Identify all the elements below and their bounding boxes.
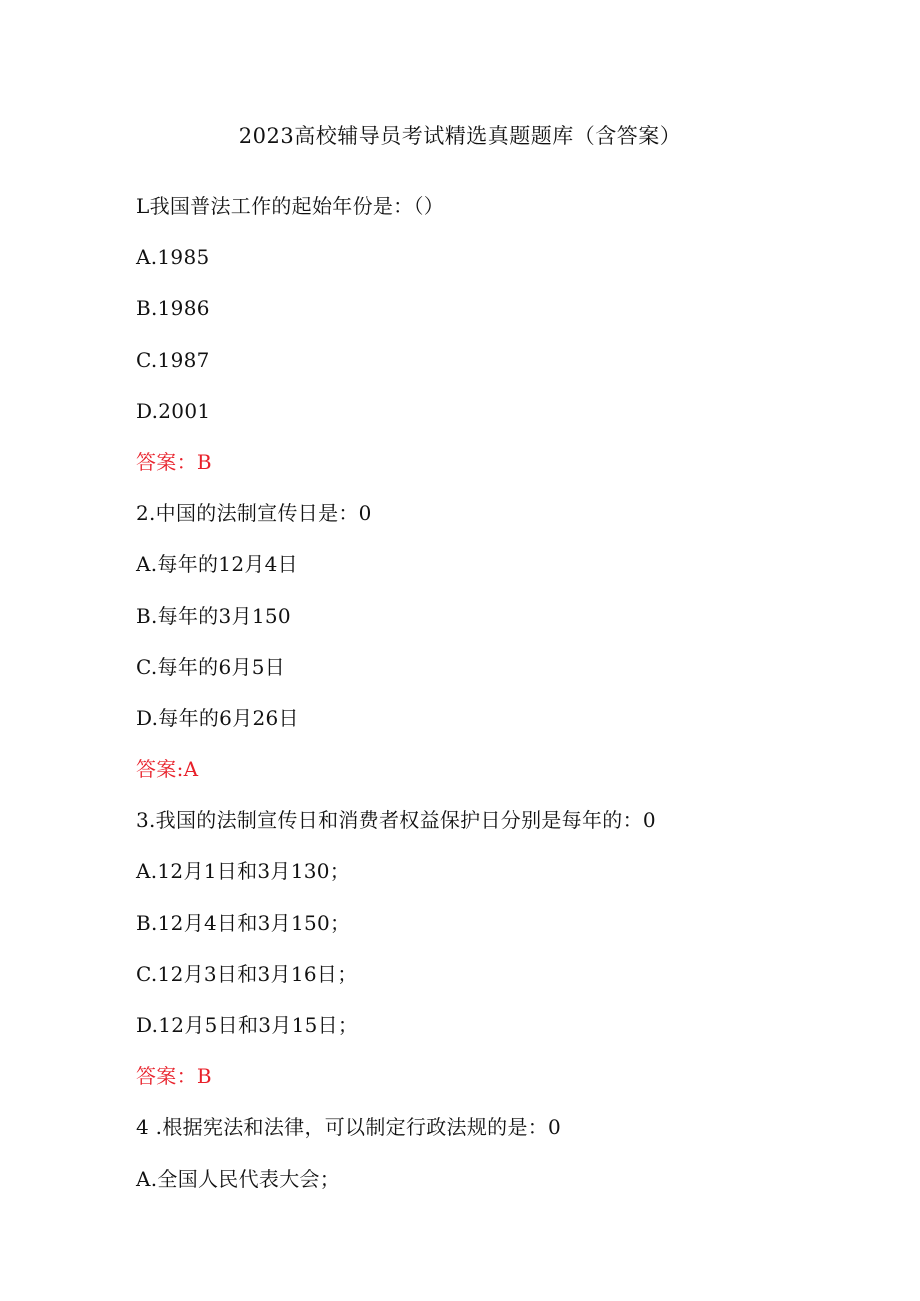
question-list: [136, 191, 876, 1215]
answer-key: 答案：B: [136, 1064, 212, 1089]
question-stem: 4 .根据宪法和法律，可以制定行政法规的是：0: [136, 1115, 562, 1140]
answer-option: D.每年的6月26日: [136, 705, 299, 730]
question-stem: 2.中国的法制宣传日是：0: [136, 501, 372, 526]
answer-option: B.1986: [136, 296, 210, 321]
answer-option: C.12月3日和3月16日；: [136, 961, 358, 986]
answer-option: A.1985: [136, 245, 210, 270]
question-stem: 3.我国的法制宣传日和消费者权益保护日分别是每年的：0: [136, 808, 656, 833]
answer-option: D.2001: [136, 398, 211, 423]
answer-option: B.12月4日和3月150；: [136, 910, 351, 935]
answer-option: D.12月5日和3月15日；: [136, 1013, 359, 1037]
answer-option: C.每年的6月5日: [136, 654, 286, 679]
answer-key: 答案:A: [136, 757, 199, 782]
answer-option: C.1987: [136, 347, 210, 372]
answer-key: 答案：B: [136, 449, 212, 474]
answer-option: A.每年的12月4日: [136, 552, 298, 577]
answer-option: A.12月1日和3月130；: [136, 859, 351, 884]
document-title: 2023高校辅导员考试精选真题题库（含答案）: [238, 124, 682, 148]
answer-option: B.每年的3月150: [136, 603, 291, 628]
answer-option: A.全国人民代表大会；: [136, 1166, 341, 1191]
question-stem: L我国普法工作的起始年份是：（）: [136, 194, 445, 218]
